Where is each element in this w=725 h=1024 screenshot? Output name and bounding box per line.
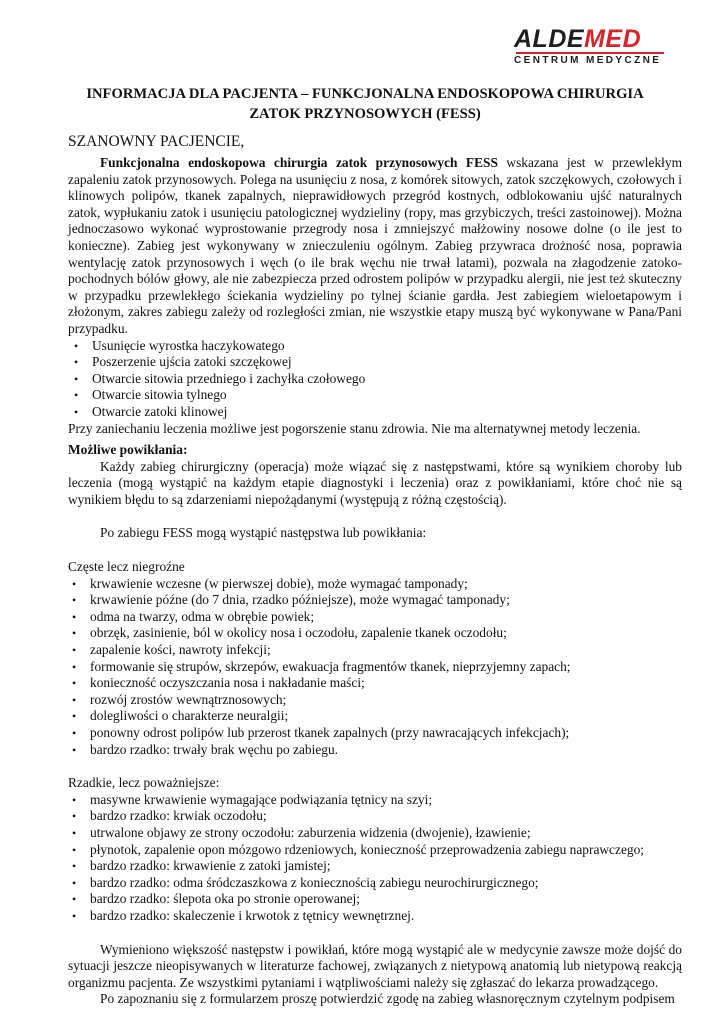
- title-line-2: ZATOK PRZYNOSOWYCH (FESS): [249, 106, 481, 122]
- after-fess-text: Po zabiegu FESS mogą wystąpić następstwa lub powikłania:: [100, 525, 427, 541]
- intro-bold-lead: Funkcjonalna endoskopowa chirurgia zatok przynosowych FESS: [100, 155, 498, 170]
- document-title: [60, 84, 670, 124]
- bullet-icon: •: [72, 792, 77, 807]
- bullet-icon: •: [74, 355, 79, 370]
- rare-complications-heading: Rzadkie, lecz poważniejsze:: [68, 775, 220, 791]
- bullet-icon: •: [72, 726, 77, 740]
- list-item: • Otwarcie sitowia przedniego i zachyłka czołowego: [74, 370, 366, 386]
- logo-brand-med: MED: [584, 25, 642, 53]
- intro-paragraph: [68, 155, 682, 338]
- list-item: • rozwój zrostów wewnątrznosowych;: [72, 691, 287, 707]
- procedure-steps-list: [68, 338, 682, 421]
- closing-paragraph: Wymieniono większość następstw i powikłań, które mogą wystąpić ale w medycynie zawsze może dojść do sytuacji jeszcze nieopisywanych w literaturze fachowej, związanych z nietypową anatomią lub nietypową reakcją organizmu pacjenta. Ze wszystkimi pytaniami i wątpliwościami należy się zgłaszać do lekarza prowadzącego.: [68, 941, 682, 990]
- greeting: SZANOWNY PACJENCIE,: [68, 133, 245, 150]
- bullet-icon: •: [74, 388, 79, 403]
- list-item: • Poszerzenie ujścia zatoki szczękowej: [74, 354, 292, 370]
- bullet-icon: •: [72, 659, 77, 674]
- logo-brand-alde: ALDE: [514, 25, 585, 53]
- list-item: • masywne krwawienie wymagające podwiązania tętnicy na szyi;: [72, 791, 433, 807]
- list-item: • utrwalone objawy ze strony oczodołu: zaburzenia widzenia (dwojenie), łzawienie;: [72, 824, 531, 840]
- list-item: • formowanie się strupów, skrzepów, ewakuacja fragmentów tkanek, nieprzyjemny zapach;: [72, 658, 571, 674]
- intro-text: wskazana jest w przewlekłym zapaleniu zatok przynosowych. Polega na usunięciu z nosa, z komórek sitowych, zatok szczękowych, czołowych i klinowych polipów, tkanek zapalnych, nieprawidłowych przegród kostnych, odblokowaniu ujść naturalnych zatok, wypłukaniu zatok i usunięciu patologicznej wydzieliny (ropy, mas grzybiczych, treści zastoinowej). Można jednoczasowo wykonać wyprostowanie przegrody nosa i zmniejszyć małżowiny nosowe dolne (o ile jest to konieczne). Zabieg jest wykonywany w znieczuleniu ogólnym. Zabieg przywraca drożność nosa, poprawia wentylację zatok przynosowych i węch (o ile brak węchu nie trwał latami), pozwala na złagodzenie zatoko-pochodnych bólów głowy, ale nie zabezpiecza przed odrostem polipów w przypadku alergii, nie jest też skuteczny w przypadku przewlekłego ściekania wydzieliny po tylnej ścianie gardła. Jest zabiegiem wieloetapowym i złożonym, zakres zabiegu zależy od rozległości zmian, nie wszystkie etapy muszą być wykonywane w Pana/Pani przypadku.: [68, 155, 682, 336]
- list-item: • Usunięcie wyrostka haczykowatego: [74, 337, 285, 353]
- list-item: • ponowny odrost polipów lub przerost tkanek zapalnych (przy nawracających infekcjach);: [72, 725, 570, 740]
- list-item: • konieczność oczyszczania nosa i nakładanie maści;: [72, 675, 365, 691]
- bullet-icon: •: [72, 593, 77, 608]
- list-item: • obrzęk, zasinienie, ból w okolicy nosa i oczodołu, zapalenie tkanek oczodołu;: [72, 625, 507, 641]
- document-body: [68, 155, 682, 1008]
- bullet-icon: •: [72, 825, 77, 840]
- list-item: • bardzo rzadko: krwawienie z zatoki jamistej;: [72, 858, 331, 874]
- bullet-icon: •: [72, 709, 77, 724]
- list-item: • bardzo rzadko: trwały brak węchu po zabiegu.: [72, 741, 338, 757]
- bullet-icon: •: [72, 643, 77, 658]
- bullet-icon: •: [74, 371, 79, 386]
- bullet-icon: •: [72, 842, 77, 857]
- logo-subtitle: CENTRUM MEDYCZNE: [514, 55, 662, 66]
- logo-wordmark: [514, 25, 666, 53]
- bullet-icon: •: [72, 676, 77, 691]
- complications-intro: Każdy zabieg chirurgiczny (operacja) może wiązać się z następstwami, które są wynikiem choroby lub leczenia (mogą wystąpić na każdym etapie diagnostyki i leczenia) oraz z powikłaniami, które choć nie są wynikiem błędu to są zdarzeniami niepożądanymi (występują z różną częstością).: [68, 458, 682, 507]
- bullet-icon: •: [74, 338, 79, 353]
- bullet-icon: •: [72, 576, 77, 591]
- complications-heading: Możliwe powikłania:: [68, 442, 188, 458]
- bullet-icon: •: [72, 626, 77, 641]
- no-treatment-note: Przy zaniechaniu leczenia możliwe jest pogorszenie stanu zdrowia. Nie ma alternatywnej metody leczenia.: [68, 420, 641, 436]
- bullet-icon: •: [72, 908, 77, 923]
- signature-request: Po zapoznaniu się z formularzem proszę potwierdzić zgodę na zabieg własnoręcznym czytelnym podpisem: [100, 991, 675, 1007]
- rare-complications-list: [68, 792, 682, 925]
- list-item: • odma na twarzy, odma w obrębie powiek;: [72, 608, 315, 624]
- list-item: • płynotok, zapalenie opon mózgowo rdzeniowych, konieczność przeprowadzenia zabiegu naprawczego;: [72, 841, 644, 857]
- list-item: • krwawienie wczesne (w pierwszej dobie), może wymagać tamponady;: [72, 575, 468, 591]
- list-item: • Otwarcie sitowia tylnego: [74, 387, 227, 403]
- title-line-1: INFORMACJA DLA PACJENTA – FUNKCJONALNA ENDOSKOPOWA CHIRURGIA: [86, 86, 644, 102]
- bullet-icon: •: [72, 859, 77, 874]
- common-complications-heading: Częste lecz niegroźne: [68, 559, 185, 575]
- bullet-icon: •: [72, 742, 77, 757]
- bullet-icon: •: [74, 404, 79, 419]
- aldemed-logo: [514, 25, 666, 68]
- bullet-icon: •: [72, 809, 77, 824]
- list-item: • bardzo rzadko: krwiak oczodołu;: [72, 808, 267, 824]
- list-item: • Otwarcie zatoki klinowej: [74, 403, 228, 419]
- bullet-icon: •: [72, 892, 77, 907]
- bullet-icon: •: [72, 875, 77, 890]
- list-item: • bardzo rzadko: skaleczenie i krwotok z tętnicy wewnętrznej.: [72, 907, 415, 923]
- list-item: • zapalenie kości, nawroty infekcji;: [72, 642, 271, 658]
- bullet-icon: •: [72, 609, 77, 624]
- list-item: • krwawienie późne (do 7 dnia, rzadko późniejsze), może wymagać tamponady;: [72, 592, 510, 608]
- common-complications-list: [68, 576, 682, 759]
- list-item: • bardzo rzadko: odma śródczaszkowa z koniecznością zabiegu neurochirurgicznego;: [72, 874, 539, 890]
- bullet-icon: •: [72, 692, 77, 707]
- list-item: • dolegliwości o charakterze neuralgii;: [72, 708, 289, 724]
- list-item: • bardzo rzadko: ślepota oka po stronie operowanej;: [72, 891, 360, 907]
